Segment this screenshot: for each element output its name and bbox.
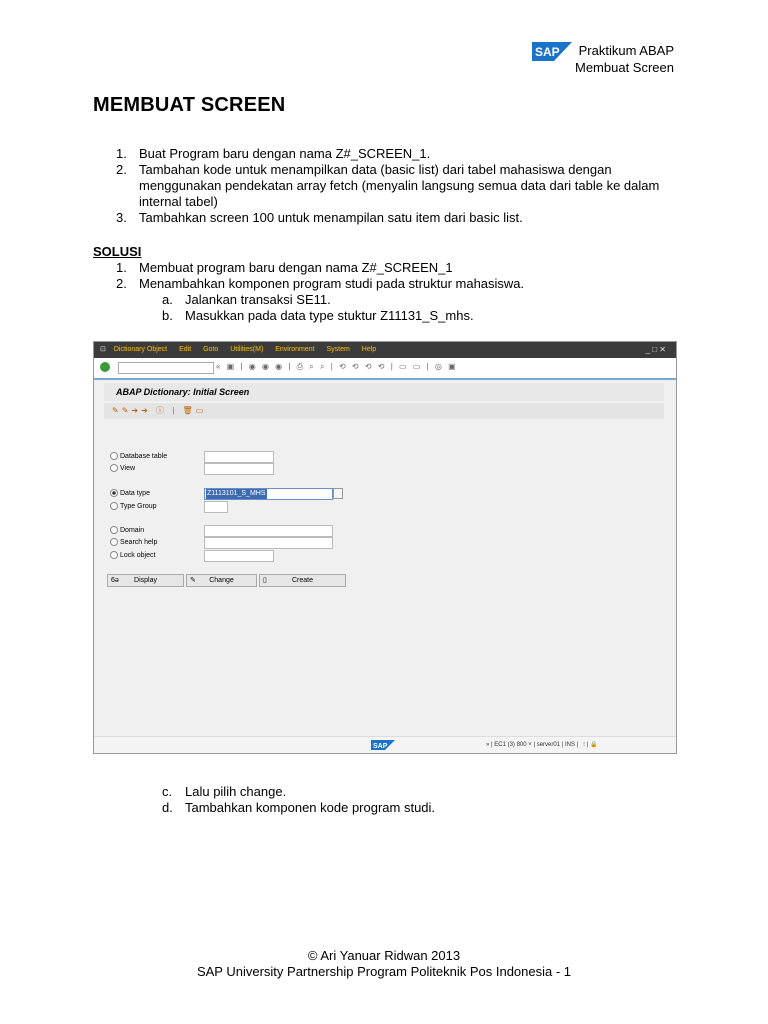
menu-system[interactable]: System: [326, 346, 350, 353]
option-search-help[interactable]: [110, 538, 157, 548]
task-number: 2.: [116, 162, 127, 177]
view-field[interactable]: [204, 463, 274, 475]
status-bar: [94, 736, 676, 753]
sap-menu-bar: [94, 342, 676, 358]
option-data-type[interactable]: [110, 489, 150, 499]
substep-text: Jalankan transaksi SE11.: [185, 292, 331, 307]
command-field[interactable]: [118, 362, 214, 374]
radio-icon[interactable]: [110, 551, 118, 559]
option-label: Data type: [120, 490, 150, 497]
option-label: Lock object: [120, 552, 156, 559]
solusi-step-number: 1.: [116, 260, 127, 275]
substep-letter: d.: [162, 800, 173, 815]
display-button[interactable]: 6ə Display: [107, 574, 184, 587]
task-text: internal tabel): [139, 194, 218, 209]
application-toolbar[interactable]: ✎✎➔➔ ⓘ | 🗑▭: [104, 403, 664, 419]
menu-utilities[interactable]: Utilities(M): [230, 346, 264, 353]
type-group-field[interactable]: [204, 501, 228, 513]
header-line1: Praktikum ABAP: [578, 43, 674, 58]
page-header: [575, 42, 674, 76]
toolbar-icons[interactable]: « ▣ | ◉ ◉ ◉ | ⎙ ⌕ ⌕ | ⟲ ⟲ ⟲ ⟲ | ▭ ▭ | ◎ ▣: [216, 362, 458, 371]
pencil-icon: ✎: [190, 577, 196, 584]
menu-goto[interactable]: Goto: [203, 346, 219, 353]
menu-icon[interactable]: ⊡: [100, 346, 106, 353]
option-domain[interactable]: [110, 526, 144, 536]
database-table-field[interactable]: [204, 451, 274, 463]
svg-text:SAP: SAP: [373, 743, 388, 750]
radio-icon[interactable]: [110, 526, 118, 534]
glasses-icon: 6ə: [111, 577, 119, 584]
task-text: Tambahkan screen 100 untuk menampilan satu item dari basic list.: [139, 210, 523, 225]
solusi-step-number: 2.: [116, 276, 127, 291]
menu-dictionary-object[interactable]: Dictionary Object: [113, 346, 168, 353]
task-number: 1.: [116, 146, 127, 161]
sap-logo: [532, 42, 572, 61]
solusi-step-text: Menambahkan komponen program studi pada struktur mahasiswa.: [139, 276, 525, 291]
sap-system-toolbar: [94, 358, 676, 380]
substep-text: Tambahkan komponen kode program studi.: [185, 800, 436, 815]
page-title: MEMBUAT SCREEN: [93, 94, 286, 116]
option-label: Database table: [120, 453, 168, 460]
substep-letter: c.: [162, 784, 173, 799]
option-type-group[interactable]: [110, 502, 157, 512]
footer-copyright: © Ari Yanuar Ridwan 2013: [307, 948, 461, 963]
domain-field[interactable]: [204, 525, 333, 537]
change-button[interactable]: ✎ Change: [186, 574, 257, 587]
substep-text: Lalu pilih change.: [185, 784, 287, 799]
menu-environment[interactable]: Environment: [275, 346, 315, 353]
radio-icon[interactable]: [110, 452, 118, 460]
screen-title: ABAP Dictionary: Initial Screen: [104, 383, 664, 401]
task-text: Tambahan kode untuk menampilkan data (basic list) dari tabel mahasiswa dengan: [139, 162, 612, 177]
option-label: View: [120, 465, 136, 472]
sap-screenshot: [93, 341, 677, 754]
option-label: Search help: [120, 539, 158, 546]
data-type-value: Z1113101_S_MHS: [207, 490, 266, 497]
create-button[interactable]: ▯ Create: [259, 574, 346, 587]
option-database-table[interactable]: [110, 452, 167, 462]
footer-program: SAP University Partnership Program Politeknik Pos Indonesia - 1: [196, 964, 572, 979]
header-line2: Membuat Screen: [575, 60, 674, 75]
option-view[interactable]: [110, 464, 135, 474]
search-help-field[interactable]: [204, 537, 333, 549]
f4-help-icon[interactable]: [333, 488, 343, 499]
option-label: Type Group: [120, 503, 157, 510]
substep-letter: b.: [162, 308, 173, 323]
option-lock-object[interactable]: [110, 551, 155, 561]
radio-icon[interactable]: [110, 502, 118, 510]
sap-status-logo: [371, 740, 395, 750]
enter-icon[interactable]: [100, 362, 110, 372]
data-type-field[interactable]: [204, 488, 333, 500]
lock-object-field[interactable]: [204, 550, 274, 562]
window-controls[interactable]: _ □ ✕: [645, 345, 666, 354]
solusi-step-text: Membuat program baru dengan nama Z#_SCREEN_1: [139, 260, 453, 275]
substep-text: Masukkan pada data type stuktur Z11131_S_mhs.: [185, 308, 474, 323]
svg-text:SAP: SAP: [535, 45, 560, 59]
new-document-icon: ▯: [263, 577, 267, 584]
menu-edit[interactable]: Edit: [179, 346, 192, 353]
system-info[interactable]: » | EC1 (3) 800 ˅ | server01 | INS | ⁝ | 🔒: [486, 742, 598, 748]
radio-selected-icon[interactable]: [110, 489, 118, 497]
radio-icon[interactable]: [110, 464, 118, 472]
task-number: 3.: [116, 210, 127, 225]
solusi-heading: SOLUSI: [93, 244, 142, 259]
task-text: Buat Program baru dengan nama Z#_SCREEN_1.: [139, 146, 431, 161]
option-label: Domain: [120, 527, 145, 534]
menu-help[interactable]: Help: [361, 346, 377, 353]
radio-icon[interactable]: [110, 538, 118, 546]
task-text: menggunakan pendekatan array fetch (menyalin langsung semua data dari table ke dalam: [139, 178, 660, 193]
substep-letter: a.: [162, 292, 173, 307]
